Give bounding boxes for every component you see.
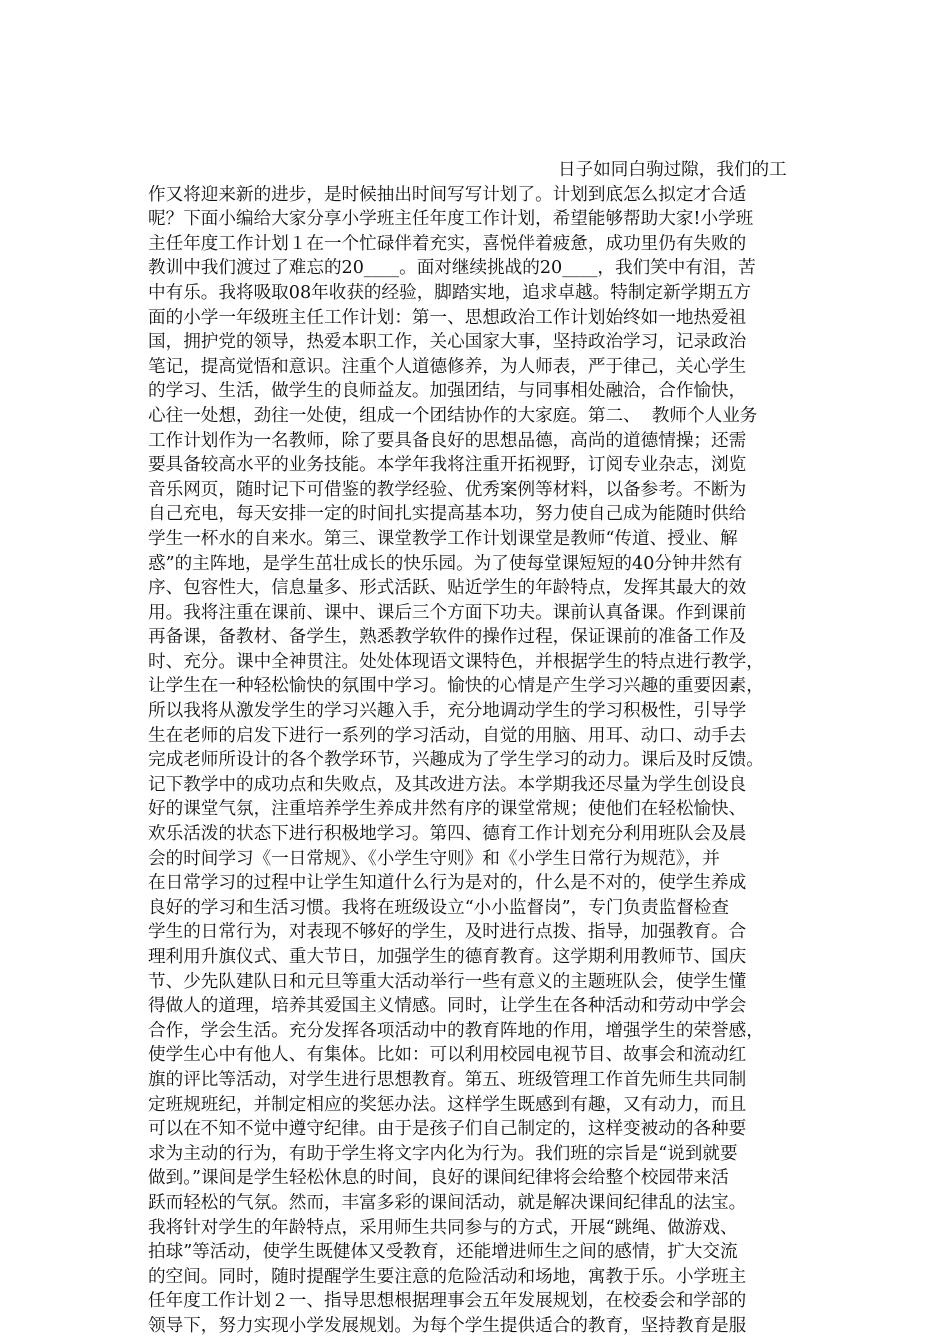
paragraph-line: 呢？下面小编给大家分享小学班主任年度工作计划，希望能够帮助大家!小学班: [148, 209, 754, 230]
paragraph-line: 理利用升旗仪式、重大节日，加强学生的德育教育。这学期利用教师节、国庆: [148, 947, 747, 967]
paragraph-line: 好的课堂气氛，注重培养学生养成井然有序的课堂常规；使他们在轻松愉快、: [148, 799, 747, 820]
paragraph-line: 工作计划作为一名教师，除了要具备良好的思想品德，高尚的道德情操；还需: [148, 430, 747, 451]
paragraph-line: 国，拥护党的领导，热爱本职工作，关心国家大事，坚持政治学习，记录政治: [148, 332, 747, 353]
paragraph-line: 合作，学会生活。充分发挥各项活动中的教育阵地的作用，增强学生的荣誉感，: [148, 1020, 764, 1041]
paragraph-line: 拍球”等活动，使学生既健体又受教育，还能增进师生之间的感情，扩大交流: [148, 1242, 738, 1263]
paragraph-line: 序、包容性大，信息量多、形式活跃、贴近学生的年龄特点，发挥其最大的效: [148, 578, 747, 599]
paragraph-line: 用。我将注重在课前、课中、课后三个方面下功夫。课前认真备课。作到课前: [148, 602, 747, 623]
paragraph-line: 教训中我们渡过了难忘的20____。面对继续挑战的20____，我们笑中有泪，苦: [148, 258, 756, 279]
paragraph-line: 的学习、生活，做学生的良师益友。加强团结，与同事相处融洽，合作愉快，: [148, 381, 747, 402]
paragraph-line: 求为主动的行为，有助于学生将文字内化为行为。我们班的宗旨是“说到就要: [148, 1143, 738, 1164]
paragraph-line: 会的时间学习《一日常规》、《小学生守则》和《小学生日常行为规范》，并: [148, 848, 720, 869]
paragraph-line: 得做人的道理，培养其爱国主义情感。同时，让学生在各种活动和劳动中学会: [148, 996, 747, 1017]
paragraph-line: 完成老师所设计的各个教学环节，兴趣成为了学生学习的动力。课后及时反馈。: [148, 750, 764, 771]
paragraph-line: 做到。”课间是学生轻松休息的时间，良好的课间纪律将会给整个校园带来活: [148, 1168, 729, 1189]
paragraph-line: 学生的日常行为，对表现不够好的学生，及时进行点拨、指导，加强教育。合: [148, 922, 747, 943]
paragraph-line: 再备课，备教材、备学生，熟悉教学软件的操作过程，保证课前的准备工作及: [148, 627, 747, 648]
paragraph-line: 节、少先队建队日和元旦等重大活动举行一些有意义的主题班队会，使学生懂: [148, 971, 747, 992]
paragraph-line: 心往一处想，劲往一处使，组成一个团结协作的大家庭。第二、 教师个人业务: [148, 405, 758, 426]
paragraph-line: 任年度工作计划２一、指导思想根据理事会五年发展规划，在校委会和学部的: [148, 1291, 747, 1312]
paragraph-line: 生在老师的启发下进行一系列的学习活动，自觉的用脑、用耳、动口、动手去: [148, 725, 747, 746]
paragraph-line: 时、充分。课中全神贯注。处处体现语文课特色，并根据学生的特点进行教学，: [148, 651, 764, 672]
paragraph-line: 良好的学习和生活习惯。我将在班级设立“小小监督岗”，专门负责监督检查: [148, 897, 729, 918]
paragraph-line: 学生一杯水的自来水。第三、课堂教学工作计划课堂是教师“传道、授业、解: [148, 528, 738, 549]
paragraph-line: 主任年度工作计划１在一个忙碌伴着充实，喜悦伴着疲惫，成功里仍有失败的: [148, 233, 747, 254]
paragraph-line: 的空间。同时，随时提醒学生要注意的危险活动和场地，寓教于乐。小学班主: [148, 1266, 747, 1287]
paragraph-line: 在日常学习的过程中让学生知道什么行为是对的，什么是不对的，使学生养成: [148, 873, 747, 894]
paragraph-line: 面的小学一年级班主任工作计划：第一、思想政治工作计划始终如一地热爱祖: [148, 307, 747, 328]
paragraph-line: 作又将迎来新的进步，是时候抽出时间写写计划了。计划到底怎么拟定才合适: [148, 184, 747, 205]
paragraph-line: 欢乐活泼的状态下进行积极地学习。第四、德育工作计划充分利用班队会及晨: [148, 824, 747, 845]
paragraph-line: 跃而轻松的气氛。然而，丰富多彩的课间活动，就是解决课间纪律乱的法宝。: [148, 1192, 747, 1213]
paragraph-line: 记下教学中的成功点和失败点，及其改进方法。本学期我还尽量为学生创设良: [148, 774, 747, 795]
paragraph-line: 要具备较高水平的业务技能。本学年我将注重开拓视野，订阅专业杂志，浏览: [148, 455, 747, 476]
body-text: [148, 158, 798, 1339]
paragraph-first-line: 日子如同白驹过隙，我们的工: [558, 160, 787, 180]
paragraph-line: 笔记，提高觉悟和意识。注重个人道德修养，为人师表，严于律己，关心学生: [148, 356, 747, 377]
paragraph-line: 我将针对学生的年龄特点，采用师生共同参与的方式，开展“跳绳、做游戏、: [148, 1217, 738, 1238]
paragraph-line: 自己充电，每天安排一定的时间扎实提高基本功，努力使自己成为能随时供给: [148, 504, 747, 525]
paragraph-line: 惑”的主阵地，是学生茁壮成长的快乐园。为了使每堂课短短的40分钟井然有: [148, 553, 743, 574]
paragraph-line: 使学生心中有他人、有集体。比如：可以利用校园电视节目、故事会和流动红: [148, 1045, 747, 1066]
paragraph-line: 中有乐。我将吸取08年收获的经验，脚踏实地，追求卓越。特制定新学期五方: [148, 282, 751, 303]
paragraph-line: 所以我将从激发学生的学习兴趣入手，充分地调动学生的学习积极性，引导学: [148, 701, 747, 722]
paragraph-line: 音乐网页，随时记下可借鉴的教学经验、优秀案例等材料，以备参考。不断为: [148, 479, 747, 500]
paragraph-line: 领导下，努力实现小学发展规划。为每个学生提供适合的教育，坚持教育是服: [148, 1315, 747, 1336]
paragraph-line: 让学生在一种轻松愉快的氛围中学习。愉快的心情是产生学习兴趣的重要因素，: [148, 676, 764, 697]
paragraph-line: 可以在不知不觉中遵守纪律。由于是孩子们自己制定的，这样变被动的各种要: [148, 1119, 747, 1140]
paragraph-line: 旗的评比等活动，对学生进行思想教育。第五、班级管理工作首先师生共同制: [148, 1069, 747, 1090]
paragraph-line: 定班规班纪，并制定相应的奖惩办法。这样学生既感到有趣，又有动力，而且: [148, 1094, 747, 1115]
